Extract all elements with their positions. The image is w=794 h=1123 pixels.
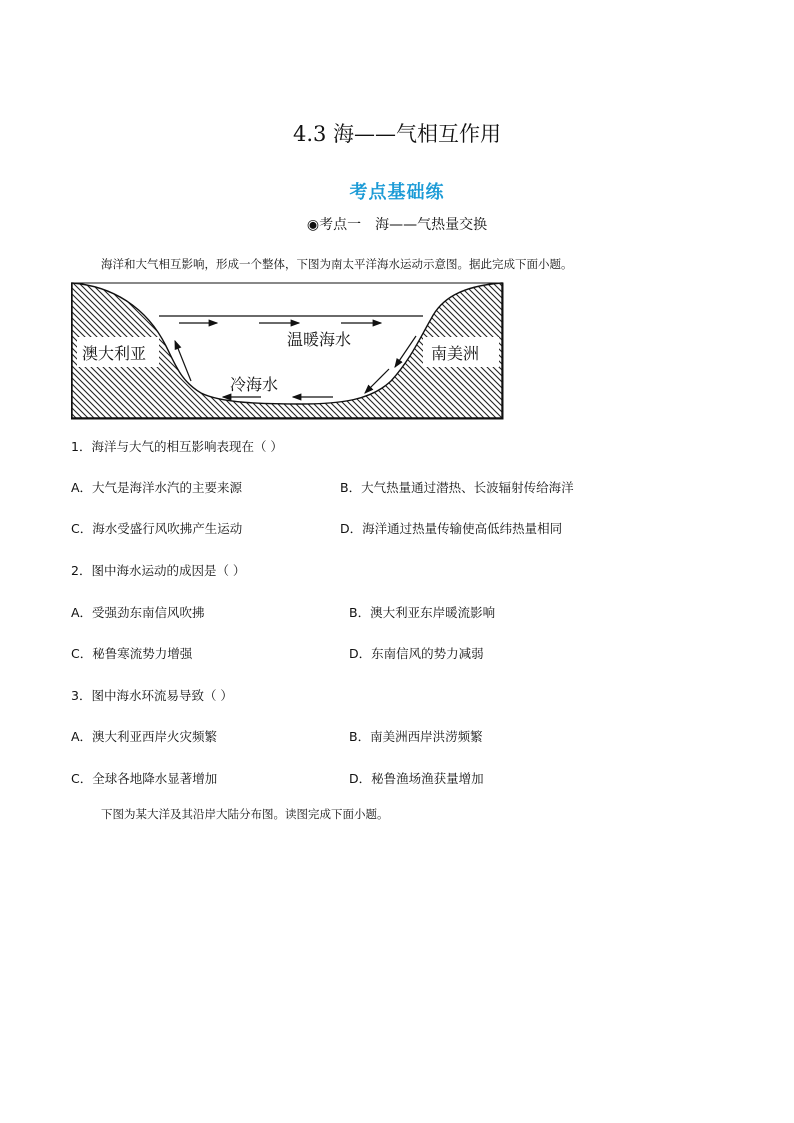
label-south-america: 南美洲	[431, 344, 480, 363]
question-2-option-c: C．秘鲁寒流势力增强	[71, 646, 193, 661]
question-2-option-d: D．东南信风的势力减弱	[349, 646, 484, 661]
question-2-option-b: B．澳大利亚东岸暖流影响	[349, 605, 496, 620]
question-1-stem: 1．海洋与大气的相互影响表现在（ ）	[71, 439, 283, 454]
question-3-option-d: D．秘鲁渔场渔获量增加	[349, 771, 484, 786]
question-1-option-d: D．海洋通过热量传输使高低纬热量相同	[340, 521, 563, 536]
label-cold-water: 冷海水	[230, 375, 279, 394]
question-2-option-a: A．受强劲东南信风吹拂	[71, 605, 205, 620]
question-3-option-c: C．全球各地降水显著增加	[71, 771, 218, 786]
intro-text-2: 下图为某大洋及其沿岸大陆分布图。读图完成下面小题。	[101, 807, 389, 821]
question-1-option-a: A．大气是海洋水汽的主要来源	[71, 480, 243, 495]
intro-text-1: 海洋和大气相互影响，形成一个整体，下图为南太平洋海水运动示意图。据此完成下面小题。	[101, 257, 573, 271]
topic-heading: ◉考点一 海——气热量交换	[306, 217, 488, 233]
question-3-option-a: A．澳大利亚西岸火灾频繁	[71, 729, 218, 744]
question-1-option-b: B．大气热量通过潜热、长波辐射传给海洋	[340, 480, 574, 495]
section-title: 考点基础练	[349, 182, 445, 203]
question-2-stem: 2．图中海水运动的成因是（ ）	[71, 563, 246, 578]
label-australia: 澳大利亚	[82, 344, 147, 363]
page-title: 4.3 海——气相互作用	[292, 122, 502, 146]
question-3-stem: 3．图中海水环流易导致（ ）	[71, 688, 233, 703]
label-warm-water: 温暖海水	[287, 330, 352, 349]
question-3-option-b: B．南美洲西岸洪涝频繁	[349, 729, 483, 744]
ocean-circulation-figure	[71, 281, 505, 421]
question-1-option-c: C．海水受盛行风吹拂产生运动	[71, 521, 243, 536]
